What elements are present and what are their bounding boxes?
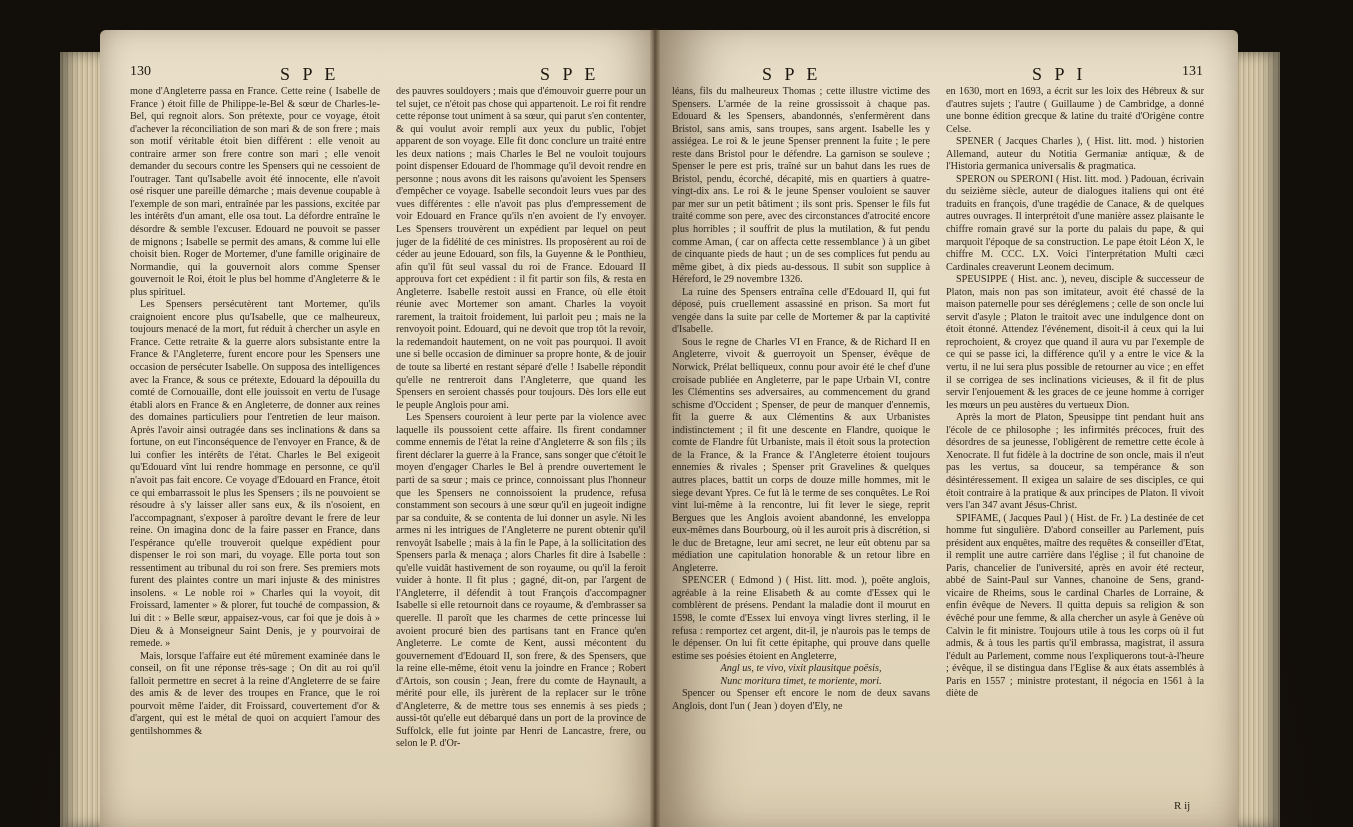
paragraph: léans, fils du malheureux Thomas ; cette illustre victime des Spensers. L'armée de la reine grossissoit à chaque pas. Edouard & les Spensers, abandonnés, s'enfermèrent dans Bristol, sans amis, sans troupes, sans argent. Isabelle les y assiégea. Le roi & le jeune Spenser prennent la fuite ; le pere reste dans Bristol pour le défendre. La garnison se souleve ; Spenser le pere est pris, traîné sur un bahut dans les rues de Bristol, pendu, écorché, décapité, mis en quartiers à quatre-vingt-dix ans. Le roi & le jeune Spenser vouloient se sauver par mer sur un petit bâtiment ; ils sont pris. Spenser le fils fut traité comme son pere, avec des circonstances d'atrocité encore plus horribles ; il souffrit de plus la mutilation, & fut pendu comme Aman, ( car on affecta cette ressemblance ) à un gibet de cinquante pieds de haut ; un de ses complices fut pendu au même gibet, à dix pieds au-dessous. Il subit son supplice à Héreford, le 29 novembre 1326. <box>672 86 930 286</box>
right-page <box>654 30 1238 827</box>
paragraph: Mais, lorsque l'affaire eut été mûrement examinée dans le conseil, on fit une réponse très-sage ; On dit au roi qu'il falloit permettre en secret à la reine d'Angleterre de se faire des amis & de lever des troupes en France, que le roi pourvoit même l'aider, dit Froissard, couvertement d'or & d'argent, qui est le métal de quoi on acquiert l'amour des gentilshommes & <box>130 650 380 737</box>
left-column-2 <box>396 86 646 821</box>
paragraph: Sous le regne de Charles VI en France, & de Richard II en Angleterre, vivoit & guerroyoit un Spenser, évêque de Norwick, Prélat belliqueux, connu pour avoir été le chef d'une croisade publiée en Angleterre, par le pape Urbain VI, contre les Clémentins ses adversaires, au commencement du grand schisme d'Occident ; Spenser, de peur de manquer d'ennemis, fit la guerre & aux Clémentins & aux Urbanistes indistinctement ; il fit une descente en Flandre, quoique le comte de Flandre fût Urbaniste, mais il étoit sous la protection de la France, & la France & l'Angleterre étoient toujours ennemies & rivales ; Spenser prit Gravelines & quelques autres places, battit un corps de douze mille hommes, mit le siege devant Ypres. Ce fut là le terme de ses conquêtes. Le Roi vint lui-même à la rencontre, lui fit lever le siege, reprit Bergues que les Anglois avoient abandonné, les enveloppa eux-mêmes dans Bourbourg, où il les auroit pris à discrétion, si le duc de Bretagne, leur ami secret, ne leur eût obtenu par sa médiation une capitulation honorable & un retour libre en Angleterre. <box>672 336 930 574</box>
paragraph: Les Spensers persécutèrent tant Mortemer, qu'ils craignoient encore plus qu'Isabelle, que ce malheureux, toujours menacé de la mort, fut réduit à chercher un asyle en France. Cette retraite & la guerre alors subsistante entre la France & l'Angleterre, furent encore pour les Spensers une occasion de persécuter Isabelle. On supposa des intelligences avec la France, & sous ce prétexte, Edouard la dépouilla du comté de Cornouaille, dont elle jouissoit en vertu de l'usage établi alors en France & en Angleterre, de donner aux reines des domaines particuliers pour l'entretien de leur maison. Après l'avoir ainsi outragée dans ses inclinations & dans sa fortune, on eut l'inconséquence de l'envoyer en France, & de lui confier les intérêts de l'état. Charles le Bel exigeoit qu'Edouard vînt lui rendre hommage en personne, ce qu'il n'avoit pas fait encore. Ce voyage d'Edouard en France, étoit ce qui embarrassoit le plus les Spensers ; ils ne pouvoient se résoudre à s'y laisser aller sans eux, & ils n'osoient, en l'accompagnant, s'exposer à paroître devant le frere de leur reine. On imagina donc de la faire passer en France, dans l'espérance qu'elle trouveroit quelque expédient pour dispenser le roi son mari, du voyage. Elle porta tout son ressentiment au tribunal du roi son frere. Ses premiers mots furent des plaintes contre un mari injuste & des ministres insolens. « Le noble roi » Charles qui la voyoit, dit Froissard, lamenter » & plorer, fut touché de compassion, & lui dit : » Belle sœur, appaisez-vous, car foi que je dois à » Dieu & à Monseigneur Saint Denis, je y pourvoirai de remede. » <box>130 299 380 650</box>
left-page-number: 130 <box>130 64 151 79</box>
paragraph: La ruine des Spensers entraîna celle d'Edouard II, qui fut déposé, puis cruellement assassiné en prison. Sa mort fut vengée dans la suite par celle de Mortemer & par la captivité d'Isabelle. <box>672 286 930 336</box>
paragraph: des pauvres souldoyers ; mais que d'émouvoir guerre pour un tel sujet, ce n'étoit pas chose qui appartenoit. Le roi fit rendre cette réponse tout uniment à sa sœur, qui parut s'en contenter, & qui voulut avoir rempli aux yeux du public, l'objet apparent de son voyage. Elle fit donc conclure un traité entre les deux nations ; mais Charles le Bel ne vouloit toujours point dispenser Edouard de l'hommage qu'il devoit rendre en personne ; nous avons dit les raisons qu'avoient les Spensers d'empêcher ce voyage. Isabelle secondoit leurs vues par des vues différentes : elle n'avoit pas plus d'empressement de voir Edouard en France qu'ils n'en avoient de l'y envoyer. Les Spensers trouvèrent un expédient par lequel on peut juger de la fidélité de ces ministres. Ils proposèrent au roi de céder au jeune Edouard, son fils, la Guyenne & le Ponthieu, afin qu'il fût seul vassal du roi de France. Edouard II approuva fort cet expédient : il fit partir son fils, & resta en Angleterre. Isabelle restoit aussi en France, où elle étoit réunie avec Mortemer son amant. Charles la voyoit rarement, la traitoit froidement, lui parloit peu ; mais ne la renvoyoit point. Edouard, qui ne devoit que trop tôt la revoir, la redemandoit hautement, on ne voit pas pourquoi. Il avoit une si belle occasion de diminuer sa propre honte, & de jouir de toute sa liberté en restant séparé d'elle ! Isabelle répondit qu'elle ne rentreroit dans l'Angleterre, que quand les Spensers en seroient chassés pour toujours. Dès lors elle eut le peuple Anglois pour ami. <box>396 86 646 411</box>
paragraph: SPIFAME, ( Jacques Paul ) ( Hist. de Fr. ) La destinée de cet homme fut singulière. D'abord conseiller au Parlement, puis président aux enquêtes, maître des requêtes & conseiller d'Etat, il remplit une autre carrière dans l'église ; il fut chanoine de Paris, chancelier de l'université, après en avoir été recteur, abbé de Saint-Paul sur Vannes, chanoine de Sens, grand-vicaire de Rheims, sous le cardinal Charles de Lorraine, & enfin évêque de Nevers. Il quitta depuis sa religion & son évêché pour une femme, & alla chercher un asyle à Genève où Calvin le fit ministre. Toujours utile à tous les corps où il fut admis, & à tous les partis qu'il embrassa, magistrat, il assura l'édult au Parlement, comme nous l'expliquerons tout-à-l'heure ; évêque, il se distingua dans l'Eglise & aux états assemblés à Paris en 1557 ; ministre protestant, il négocia en 1561 à la diète de <box>946 512 1204 700</box>
left-running-head <box>130 64 650 86</box>
right-page-edges <box>1236 52 1280 827</box>
left-head-col2: S P E <box>540 64 600 84</box>
catchword: R ij <box>1174 800 1191 812</box>
right-head-col1: S P E <box>762 64 822 84</box>
paragraph: SPENCER ( Edmond ) ( Hist. litt. mod. ), poëte anglois, agréable à la reine Elisabeth & au comte d'Essex qui le comblèrent de présens. Pendant la maladie dont il mourut en 1598, le comte d'Essex lui envoya vingt livres sterling, il le refusa : remportez cet argent, dit-il, je n'aurois pas le temps de le dépenser. On lui fit cette épitaphe, qui prouve dans quelle estime ses poésies étoient en Angleterre, <box>672 575 930 662</box>
right-page-number: 131 <box>1182 64 1203 79</box>
paragraph: SPERON ou SPERONI ( Hist. litt. mod. ) Padouan, écrivain du seizième siècle, auteur de dialogues italiens qui ont été traduits en françois, d'une tragédie de Canace, & de quelques autres ouvrages. Il interprétoit d'une manière assez plaisante le chiffre romain gravé sur la porte du palais du pape, & qui marquoit l'époque de sa construction. Le pape étoit Léon X, le chiffre M. CCC. LX. Voici l'interprétation Multi cæci Cardinales creaverunt Leonem decimum. <box>946 173 1204 273</box>
right-head-col2: S P I <box>1032 64 1087 84</box>
paragraph: Les Spensers couroient à leur perte par la violence avec laquelle ils poussoient cette affaire. Ils firent condamner comme ennemis de l'état la reine d'Angleterre & son fils ; ils firent déclarer la guerre à la France, sans songer que c'étoit le moyen d'engager Charles le Bel à prendre ouvertement le parti de sa sœur ; mais ce prince, connoissant plus l'honneur que les Spensers ne connoissoient la prudence, refusa constamment son secours à une sœur qu'il en jugeoit indigne par sa conduite, & se contenta de lui donner un asyle. Ni les armes ni les intrigues de l'Angleterre ne purent obtenir qu'il renvoyât Isabelle ; mais à la fin le Pape, à la sollicitation des Spensers parla & menaça ; alors Charles fit dire à Isabelle : qu'elle vuidât hastivement de son royaume, ou qu'il la feroit vuider à honte. Il fit plus ; gagné, dit-on, par l'argent de l'Angleterre, il défendit à tout François d'accompagner Isabelle si elle retournoit dans ce royaume, & d'embrasser sa querelle. Il paroît que les charmes de cette princesse lui avoient procuré bien des partisans tant en France qu'en Angleterre. Le comte de Kent, aussi mécontent du gouvernement d'Edouard II, son frere, & des Spensers, que la reine elle-même, étoit venu la joindre en France ; Robert d'Artois, son cousin ; Jean, frere du comte de Haynault, a mérité pour elle, ils jurèrent de la replacer sur le trône d'Angleterre, & de mettre tous ses ennemis à ses pieds ; aussi-tôt qu'elle eut débarqué dans un port de la province de Suffolck, elle fut jointe par Henri de Lancastre, frere, ou selon le P. d'Or- <box>396 412 646 750</box>
paragraph: mone d'Angleterre passa en France. Cette reine ( Isabelle de France ) étoit fille de Philippe-le-Bel & sœur de Charles-le-Bel, qui regnoit alors. Son prétexte, pour ce voyage, étoit d'achever la réconciliation de son mari & de son frere ; mais son motif véritable étoit bien différent : elle venoit au contraire armer son frere contre son mari ; elle venoit demander du secours contre les Spensers qui ne cessoient de l'outrager. Tant qu'Isabelle avoit été innocente, elle n'avoit osé risquer une pareille démarche ; mais devenue coupable à l'exemple de son mari, entraînée par les passions, excitée par les intérêts d'un amant, elle osa tout. La défordre entraîne le désordre & semble l'excuser. Edouard ne pouvoit se passer de mignons ; Isabelle se permit des amans, & comme lui elle choisit bien. Roger de Mortemer, d'une famille originaire de Normandie, qui la gouvernoit alors comme Spenser gouvernoit le Roi, étoit le plus bel homme d'Angleterre & le plus spirituel. <box>130 86 380 298</box>
right-column-1 <box>672 86 930 821</box>
book-gutter <box>650 28 660 827</box>
left-page <box>100 30 668 827</box>
right-running-head <box>672 64 1222 86</box>
right-column-2 <box>946 86 1204 821</box>
paragraph: en 1630, mort en 1693, a écrit sur les loix des Hébreux & sur d'autres sujets ; l'autre ( Guillaume ) de Cambridge, a donné une bonne édition grecque & latine du traité d'Origène contre Celse. <box>946 86 1204 135</box>
left-column-1 <box>130 86 380 821</box>
left-head-col1: S P E <box>280 64 340 84</box>
paragraph: Après la mort de Platon, Speusippe tint pendant huit ans l'école de ce philosophe ; les infirmités précoces, fruit des désordres de sa jeunesse, l'obligèrent de remettre cette école à Xenocrate. Il fut fidèle à la doctrine de son oncle, mais il n'eut pas les vertus, sa douceur, sa tempérance & son désintéressement. Il exigea un salaire de ses disciples, ce qui étoit contraire à la pratique & aux principes de Platon. Il vivoit vers l'an 347 avant Jésus-Christ. <box>946 412 1204 512</box>
epitaph-line: Nunc moritura timet, te moriente, mori. <box>720 675 882 687</box>
epitaph-line: Angl us, te vivo, vixit plausitque poësis, <box>720 663 882 675</box>
paragraph: Spencer ou Spenser eft encore le nom de deux savans Anglois, dont l'un ( Jean ) doyen d'Ely, ne <box>672 688 930 712</box>
paragraph: SPEUSIPPE ( Hist. anc. ), neveu, disciple & successeur de Platon, mais non pas son imitateur, avoit été chassé de la maison paternelle pour ses déréglemens ; celle de son oncle lui servit d'asyle ; Platon le traitoit avec une indulgence dont on étoit étonné. Attendez l'événement, disoit-il à ceux qui la lui reprochoient, & croyez que quand il aura vu par l'exemple de ce qui se passe ici, la différence qu'il y a entre le vice & la vertu, il ne lui sera plus possible de retourner au vice ; en effet il se corrigea de ses inclinations vicieuses, & il fit de plus servir l'enjouement & les graces de ce jeune homme à corriger les mœurs un peu austères du vertueux Dion. <box>946 274 1204 411</box>
left-page-edges <box>60 52 104 827</box>
paragraph: SPENER ( Jacques Charles ), ( Hist. litt. mod. ) historien Allemand, auteur du Notitia Germaniæ antiquæ, & de l'Historia germanica universalis & pragmatica. <box>946 136 1204 173</box>
